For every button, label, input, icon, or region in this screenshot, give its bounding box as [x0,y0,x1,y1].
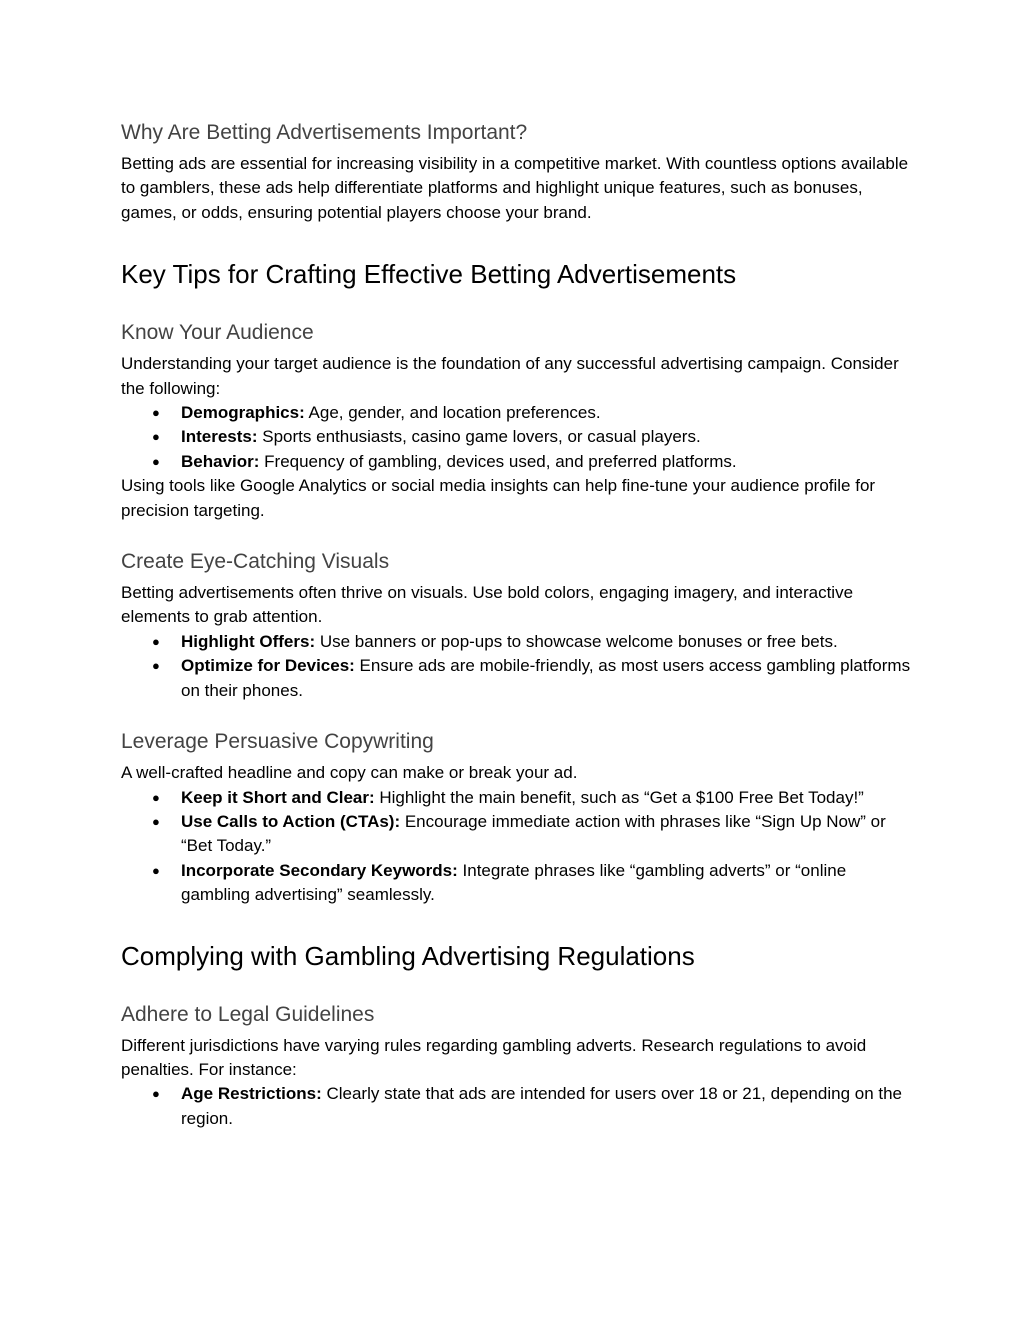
list-item-term: Use Calls to Action (CTAs): [181,811,401,831]
list-item-term: Highlight Offers: [181,631,316,651]
bullet-icon: ● [152,789,160,805]
list-item-text: Encourage immediate action with phrases like “Sign Up Now” or “Bet Today.” [181,811,886,856]
visuals-list [121,630,911,703]
list-item-term: Age Restrictions: [181,1084,322,1104]
list-item-text: Integrate phrases like “gambling adverts” or “online gambling advertising” seamlessly. [181,860,847,905]
audience-list [121,401,911,474]
heading-key-tips: Key Tips for Crafting Effective Betting Advertisements [121,259,737,290]
paragraph-audience-intro: Understanding your target audience is the foundation of any successful advertising campaign. Consider the following: [121,354,899,398]
bullet-icon: ● [152,813,160,829]
list-item [152,654,911,703]
heading-copywriting: Leverage Persuasive Copywriting [121,730,434,754]
list-item-term: Interests: [181,427,258,447]
heading-why-important: Why Are Betting Advertisements Important? [121,121,528,144]
bullet-icon: ● [152,405,160,421]
heading-visuals: Create Eye-Catching Visuals [121,550,390,574]
list-item [152,450,911,474]
legal-list [121,1082,911,1131]
list-item [152,810,911,859]
heading-legal-guidelines: Adhere to Legal Guidelines [121,1002,375,1026]
list-item-term: Demographics: [181,403,305,423]
paragraph-audience-outro: Using tools like Google Analytics or social media insights can help fine-tune your audience profile for precision targeting. [121,476,876,520]
copywriting-list [121,786,911,908]
bullet-icon: ● [152,453,160,469]
heading-know-audience: Know Your Audience [121,321,314,345]
list-item-term: Keep it Short and Clear: [181,787,375,807]
list-item-text: Ensure ads are mobile-friendly, as most users access gambling platforms on their phones. [181,656,911,700]
bullet-icon: ● [152,658,160,674]
list-item-text: Sports enthusiasts, casino game lovers, or casual players. [257,427,701,447]
list-item [152,630,911,654]
list-item [152,859,911,908]
list-item-text: Highlight the main benefit, such as “Get a $100 Free Bet Today!” [374,787,864,807]
list-item-text: Age, gender, and location preferences. [304,403,601,423]
paragraph-copywriting-intro: A well-crafted headline and copy can make or break your ad. [121,763,578,783]
list-item-text: Use banners or pop-ups to showcase welcome bonuses or free bets. [315,631,838,651]
list-item [152,786,911,810]
document-page [121,118,911,1131]
list-item-term: Incorporate Secondary Keywords: [181,860,458,880]
bullet-icon: ● [152,862,160,878]
paragraph-why-important: Betting ads are essential for increasing visibility in a competitive market. With countless options available to gamblers, these ads help differentiate platforms and highlight unique features, such as bonuses, games, or odds, ensuring potential players choose your brand. [121,154,909,222]
paragraph-visuals-intro: Betting advertisements often thrive on visuals. Use bold colors, engaging imagery, and interactive elements to grab attention. [121,583,854,627]
list-item-term: Behavior: [181,451,260,471]
heading-complying: Complying with Gambling Advertising Regulations [121,940,695,971]
bullet-icon: ● [152,429,160,445]
list-item-text: Clearly state that ads are intended for users over 18 or 21, depending on the region. [181,1084,903,1128]
paragraph-legal-intro: Different jurisdictions have varying rules regarding gambling adverts. Research regulations to avoid penalties. For instance: [121,1035,867,1079]
bullet-icon: ● [152,633,160,649]
list-item [152,425,911,449]
list-item-term: Optimize for Devices: [181,656,355,676]
list-item-text: Frequency of gambling, devices used, and preferred platforms. [259,451,737,471]
list-item [152,401,911,425]
list-item [152,1082,911,1131]
bullet-icon: ● [152,1086,160,1102]
